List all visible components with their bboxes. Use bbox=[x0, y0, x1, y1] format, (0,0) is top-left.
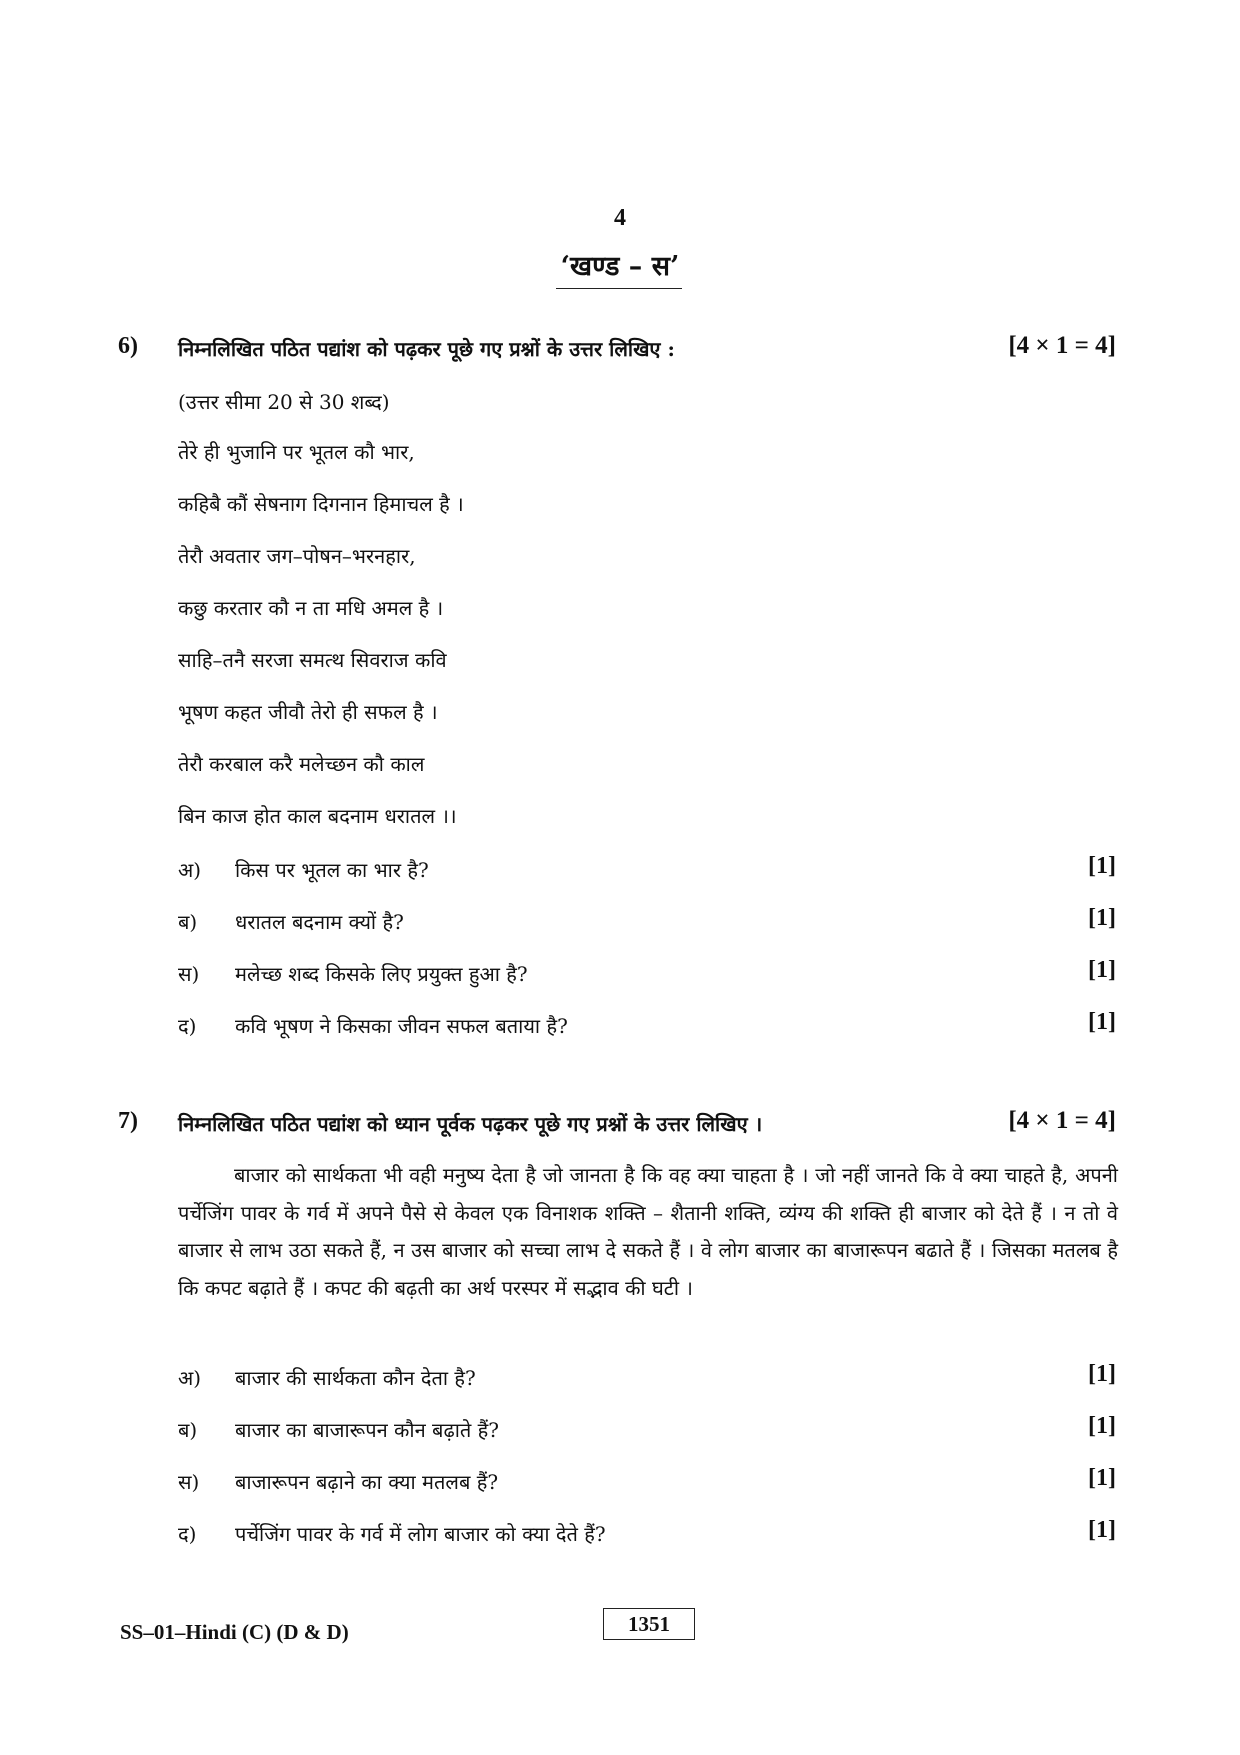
poem-line: साहि–तनै सरजा समत्थ सिवराज कवि bbox=[178, 648, 447, 672]
paper-code: SS–01–Hindi (C) (D & D) bbox=[120, 1620, 349, 1644]
question-marks: [4 × 1 = 4] bbox=[1008, 1107, 1116, 1134]
subquestion-text: किस पर भूतल का भार है? bbox=[235, 858, 429, 882]
subquestion-text: बाजार का बाजारूपन कौन बढ़ाते हैं? bbox=[235, 1418, 499, 1442]
subquestion-text: पर्चेजिंग पावर के गर्व में लोग बाजार को क्या देते हैं? bbox=[235, 1522, 606, 1546]
subquestion-label: अ) bbox=[178, 1366, 202, 1390]
subquestion-marks: [1] bbox=[1088, 957, 1116, 983]
subquestion bbox=[178, 1517, 1116, 1550]
subquestion-text: बाजारूपन बढ़ाने का क्या मतलब हैं? bbox=[235, 1470, 499, 1494]
subquestion-label: ब) bbox=[178, 1418, 198, 1442]
subquestion-marks: [1] bbox=[1088, 1465, 1116, 1491]
section-title-underline bbox=[556, 288, 682, 289]
subquestion-text: बाजार की सार्थकता कौन देता है? bbox=[235, 1366, 476, 1390]
passage-text: बाजार को सार्थकता भी वही मनुष्य देता है जो जानता है कि वह क्या चाहता है । जो नहीं जानते कि वे क्या चाहते है, अपनी पर्चेजिंग पावर के गर्व में अपने पैसे से केवल एक विनाशक शक्ति – शैतानी शक्ति, व्यंग्य की शक्ति ही बाजार को देते हैं । न तो वे बाजार से लाभ उठा सकते हैं, न उस बाजार को सच्चा लाभ दे सकते हैं । वे लोग बाजार का बाजारूपन बढाते हैं । जिसका मतलब है कि कपट बढ़ाते हैं । कपट की बढ़ती का अर्थ परस्पर में सद्भाव की घटी । bbox=[178, 1163, 1118, 1300]
subquestion-marks: [1] bbox=[1088, 1517, 1116, 1543]
subquestion-label: स) bbox=[178, 1470, 200, 1494]
paper-number-box: 1351 bbox=[603, 1608, 695, 1640]
subquestion-marks: [1] bbox=[1088, 905, 1116, 931]
poem-line: कछु करतार कौ न ता मधि अमल है । bbox=[178, 596, 444, 620]
subquestion-marks: [1] bbox=[1088, 1009, 1116, 1035]
poem-line: कहिबै कौं सेषनाग दिगनान हिमाचल है । bbox=[178, 492, 464, 516]
subquestion bbox=[178, 1413, 1116, 1446]
page-number: 4 bbox=[614, 205, 626, 231]
poem-line: तेरौ करबाल करै मलेच्छन कौ काल bbox=[178, 752, 425, 776]
section-title: ‘खण्ड – स’ bbox=[560, 251, 680, 282]
subquestion-marks: [1] bbox=[1088, 1413, 1116, 1439]
poem-line: भूषण कहत जीवौ तेरो ही सफल है । bbox=[178, 700, 438, 724]
poem-line: तेरे ही भुजानि पर भूतल कौ भार, bbox=[178, 440, 415, 464]
subquestion bbox=[178, 1361, 1116, 1394]
subquestion bbox=[178, 1465, 1116, 1498]
subquestion-label: द) bbox=[178, 1522, 197, 1546]
subquestion-label: स) bbox=[178, 962, 200, 986]
question-instruction: निम्नलिखित पठित पद्यांश को ध्यान पूर्वक पढ़कर पूछे गए प्रश्नों के उत्तर लिखिए । bbox=[178, 1112, 763, 1136]
prose-passage bbox=[178, 1157, 1118, 1307]
question-number: 7) bbox=[118, 1108, 138, 1134]
subquestion-label: द) bbox=[178, 1014, 197, 1038]
poem-line: बिन काज होत काल बदनाम धरातल ।। bbox=[178, 804, 457, 828]
subquestion bbox=[178, 905, 1116, 938]
subquestion-text: धरातल बदनाम क्यों है? bbox=[235, 910, 404, 934]
question-marks: [4 × 1 = 4] bbox=[1008, 332, 1116, 359]
subquestion bbox=[178, 853, 1116, 886]
subquestion-text: कवि भूषण ने किसका जीवन सफल बताया है? bbox=[235, 1014, 568, 1038]
word-limit-note: (उत्तर सीमा 20 से 30 शब्द) bbox=[178, 390, 390, 414]
subquestion bbox=[178, 957, 1116, 990]
subquestion bbox=[178, 1009, 1116, 1042]
question-instruction: निम्नलिखित पठित पद्यांश को पढ़कर पूछे गए प्रश्नों के उत्तर लिखिए : bbox=[178, 337, 675, 361]
subquestion-label: अ) bbox=[178, 858, 202, 882]
question-number: 6) bbox=[118, 333, 138, 359]
poem-line: तेरौ अवतार जग–पोषन–भरनहार, bbox=[178, 544, 416, 568]
subquestion-label: ब) bbox=[178, 910, 198, 934]
subquestion-marks: [1] bbox=[1088, 853, 1116, 879]
subquestion-text: मलेच्छ शब्द किसके लिए प्रयुक्त हुआ है? bbox=[235, 962, 528, 986]
subquestion-marks: [1] bbox=[1088, 1361, 1116, 1387]
